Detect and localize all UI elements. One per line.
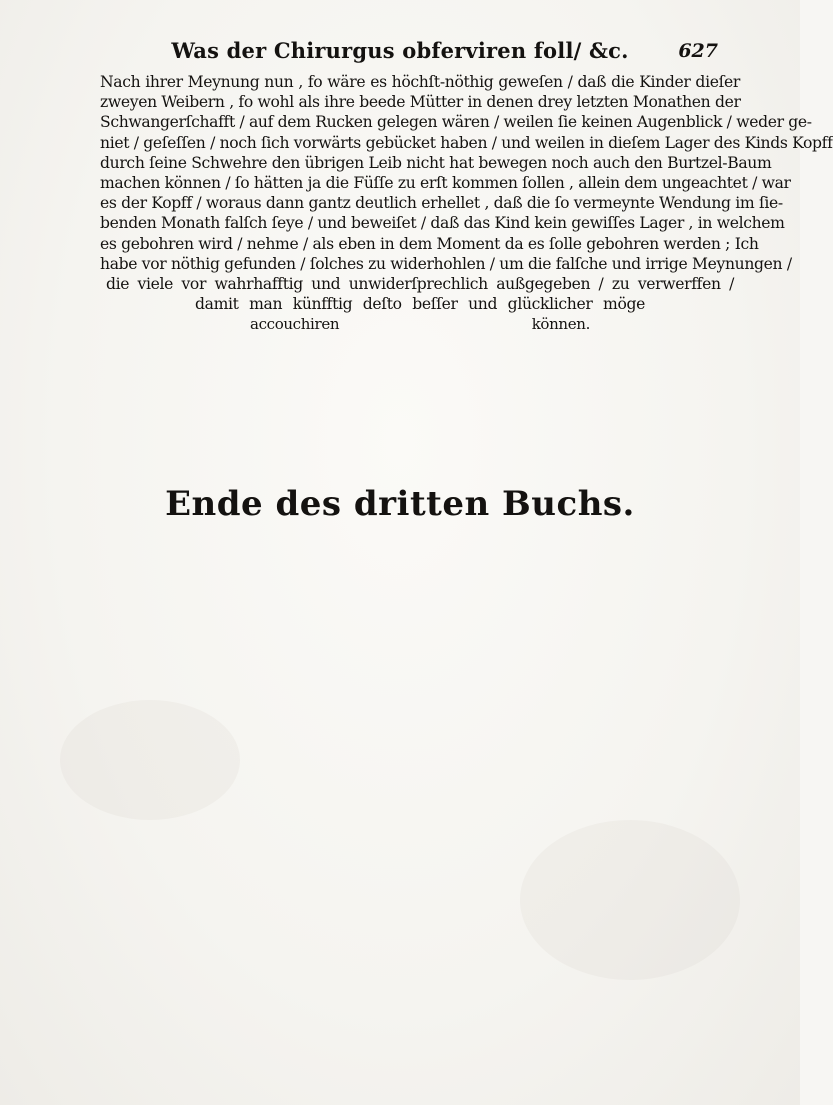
text-line: niet / geſeſſen / noch ſich vorwärts gebücket haben / und weilen in dieſem Lager des Kinds Kopff <box>100 133 833 152</box>
text-line: Schwangerſchafft / auf dem Rucken gelegen wären / weilen ſie keinen Augenblick / weder ge- <box>100 113 812 132</box>
running-title: Was der Chirurgus obferviren foll/ &c. <box>171 38 629 63</box>
text-line: accouchiren können. <box>250 315 590 334</box>
text-line: Nach ihrer Meynung nun , fo wäre es höchſt-nöthig geweſen / daß die Kinder dieſer <box>100 73 740 91</box>
text-line: machen können / ſo hätten ja die Füſſe zu erſt kommen ſollen , allein dem ungeachtet / war <box>100 173 791 192</box>
body-paragraph <box>100 72 833 334</box>
book-end-heading: Ende des dritten Buchs. <box>165 484 635 524</box>
text-line: habe vor nöthig gefunden / ſolches zu widerhohlen / um die falſche und irrige Meynungen / <box>100 254 792 273</box>
text-line: durch ſeine Schwehre den übrigen Leib nicht hat bewegen noch auch den Burtzel-Baum <box>100 153 772 172</box>
page-number: 627 <box>678 40 718 62</box>
text-line: zweyen Weibern , fo wohl als ihre beede Mütter in denen drey letzten Monathen der <box>100 93 741 112</box>
text-line: es gebohren wird / nehme / als eben in dem Moment da es ſolle gebohren werden ; Ich <box>100 234 759 253</box>
text-line: die viele vor wahrhafftig und unwiderſprechlich außgegeben / zu verwerffen / <box>106 274 734 293</box>
paper-stain <box>520 820 740 980</box>
text-line: es der Kopff / woraus dann gantz deutlich erhellet , daß die ſo vermeynte Wendung im ſie- <box>100 194 783 213</box>
paper-stain <box>60 700 240 820</box>
text-line: benden Monath falſch ſeye / und beweiſet / daß das Kind kein gewiſſes Lager , in welchem <box>100 214 785 233</box>
text-line: damit man künfftig deſto beſſer und glücklicher möge <box>195 295 645 314</box>
